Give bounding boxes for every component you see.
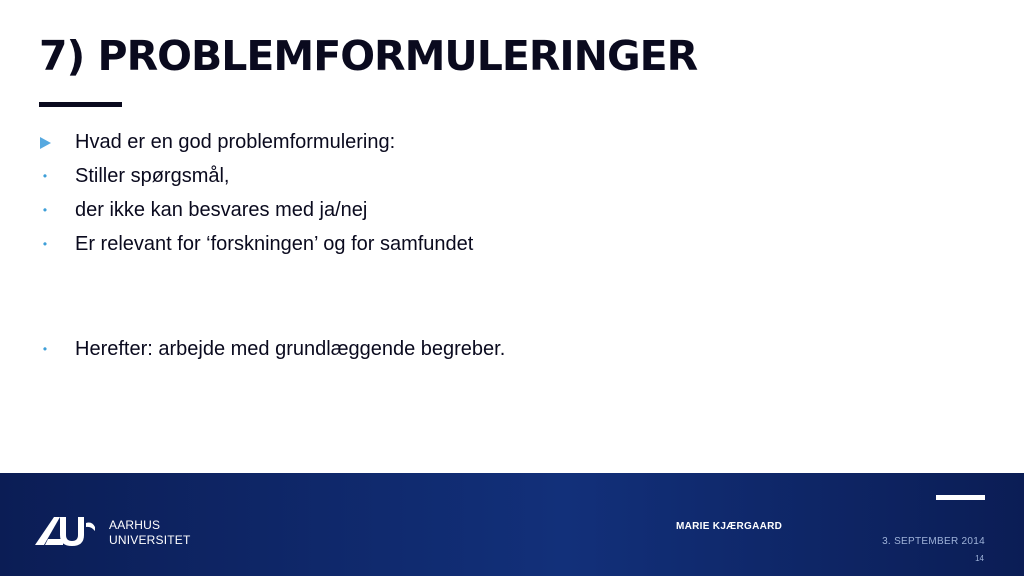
author-name: MARIE KJÆRGAARD — [676, 521, 783, 532]
slide-date: 3. SEPTEMBER 2014 — [882, 536, 985, 547]
bullet-item — [0, 227, 1000, 261]
bullet-item — [0, 193, 1000, 227]
university-name-line1: AARHUS — [109, 518, 161, 532]
university-name-line2: UNIVERSITET — [109, 533, 191, 547]
bullet-item — [0, 159, 1000, 193]
footer-accent-rule — [936, 495, 985, 500]
dot-bullet-icon: • — [42, 237, 48, 251]
bullet-item — [0, 332, 1000, 366]
bullet-text: Er relevant for ‘forskningen’ og for samfundet — [75, 233, 474, 255]
dot-bullet-icon: • — [42, 169, 48, 183]
dot-bullet-icon: • — [42, 342, 48, 356]
bullet-text: Stiller spørgsmål, — [75, 165, 230, 187]
arrow-bullet-icon — [40, 137, 51, 149]
bullet-item — [0, 125, 1000, 159]
university-name — [109, 518, 191, 548]
slide-title: 7) PROBLEMFORMULERINGER — [39, 32, 698, 80]
bullet-text: Hvad er en god problemformulering: — [75, 131, 396, 153]
title-underline — [39, 102, 122, 107]
aarhus-university-logo-icon — [34, 515, 96, 547]
bullet-text: der ikke kan besvares med ja/nej — [75, 199, 368, 221]
bullet-text: Herefter: arbejde med grundlæggende begreber. — [75, 338, 506, 360]
page-number: 14 — [975, 554, 984, 563]
dot-bullet-icon: • — [42, 203, 48, 217]
